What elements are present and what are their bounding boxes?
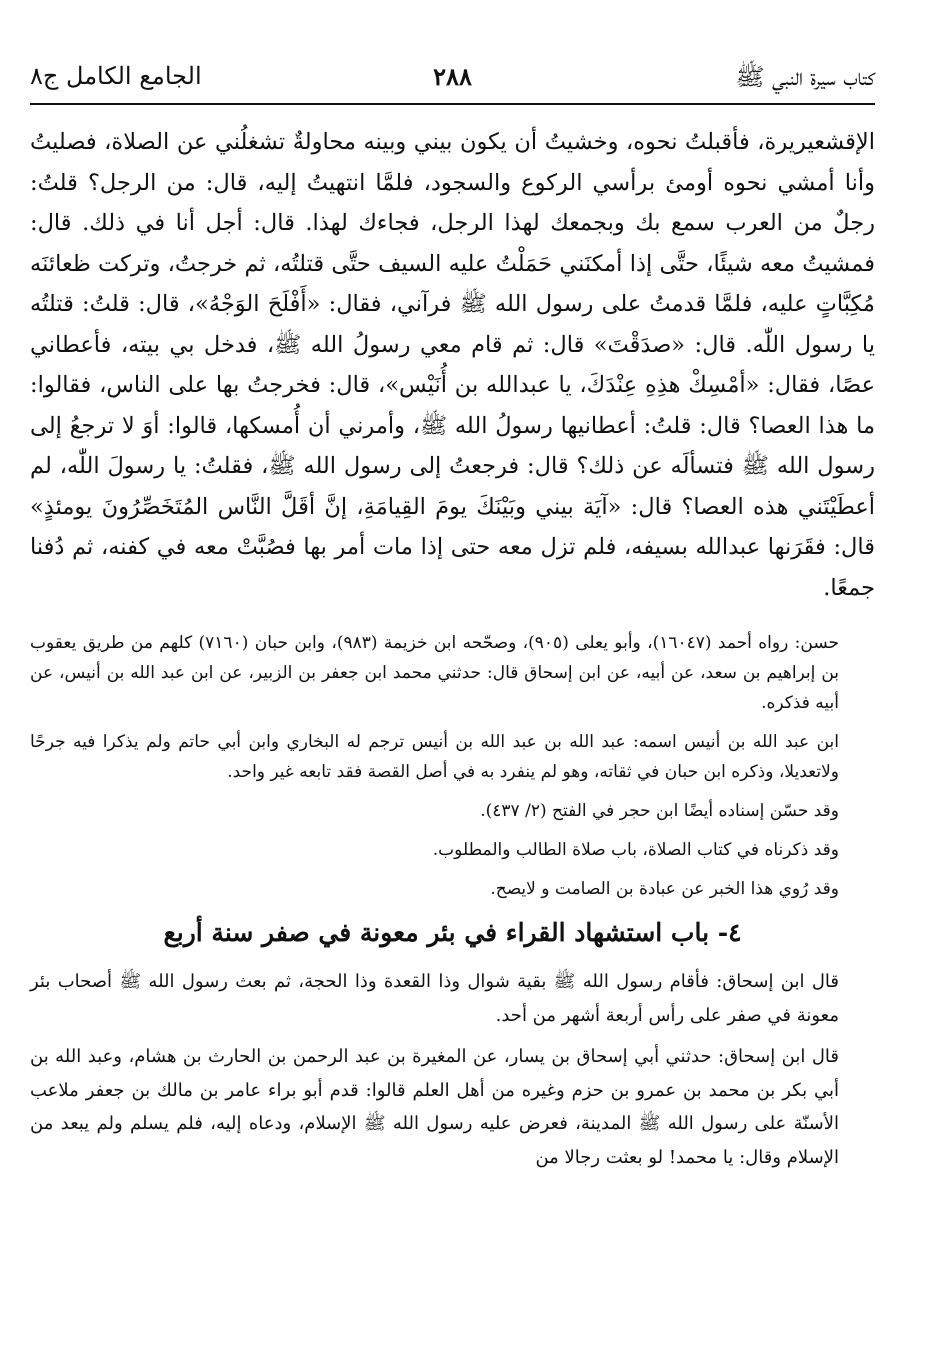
note-narrator: ابن عبد الله بن أنيس اسمه: عبد الله بن عبد الله بن أنيس ترجم له البخاري وابن أبي حاتم ولم يذكرا فيه جرحًا ولاتعديلا، وذكره ابن حبان في ثقاته، وهو لم ينفرد به في أصل القصة فقد تابعه غير واحد. — [30, 732, 839, 782]
section-heading: ٤- باب استشهاد القراء في بئر معونة في صفر سنة أربع — [163, 918, 742, 947]
section-paragraph: قال ابن إسحاق: حدثني أبي إسحاق بن يسار، عن المغيرة بن عبد الرحمن بن الحارث بن هشام، وعبد الله بن أبي بكر بن محمد بن عمرو بن حزم وغيره من أهل العلم قالوا: قدم أبو براء عامر بن مالك بن جعفر ملاعب الأسنّة على رسول الله ﷺ المدينة، فعرض عليه رسول الله ﷺ الإسلام، ودعاه إليه، فلم يسلم ولم يبعد من الإسلام وقال: يا محمد! لو بعثت رجالا من — [30, 1046, 839, 1168]
section-paragraph: قال ابن إسحاق: فأقام رسول الله ﷺ بقية شوال وذا القعدة وذا الحجة، ثم بعث رسول الله ﷺ أصحاب بئر معونة في صفر على رأس أربعة أشهر من أحد. — [30, 971, 839, 1026]
note-ibn-hajar: وقد حسّن إسناده أيضًا ابن حجر في الفتح (٢/ ٤٣٧). — [480, 801, 839, 821]
note-grading: حسن: رواه أحمد (١٦٠٤٧)، وأبو يعلى (٩٠٥)، وصحّحه ابن خزيمة (٩٨٣)، وابن حبان (٧١٦٠) كلهم من طريق يعقوب بن إبراهيم بن سعد، عن أبيه، عن ابن إسحاق قال: حدثني محمد ابن جعفر بن الزبير، عن ابن عبد الله بن أنيس، عن أبيه فذكره. — [30, 633, 840, 713]
book-title: كتاب سيرة النبي ﷺ — [735, 63, 875, 91]
note-cross-reference: وقد ذكرناه في كتاب الصلاة، باب صلاة الطالب والمطلوب. — [432, 840, 839, 860]
hadith-text: الإقشعيريرة، فأقبلتُ نحوه، وخشيتُ أن يكون بيني وبينه محاولةٌ تشغلُني عن الصلاة، فصليتُ وأنا أمشي نحوه أومئ برأسي الركوع والسجود، فلمَّا انتهيتُ إليه، قال: من الرجل؟ قلتُ: رجلٌ من العرب سمع بك وبجمعك لهذا الرجل، فجاءك لهذا. قال: أجل أنا في ذلك. قال: فمشيتُ معه شيئًا، حتَّى إذا أمكنَني حَمَلْتُ عليه السيف حتَّى قتلتُه، ثم خرجتُ، وتركت ظعائنَه مُكِبَّاتٍ عليه، فلمَّا قدمتُ على رسول الله ﷺ فرآني، فقال: «أَفْلَحَ الوَجْهُ»، قال: قلتُ: قتلتُه يا رسول اللّٰه. قال: «صدَقْتَ» قال: ثم قام معي رسولُ الله ﷺ، فدخل بي بيته، فأعطاني عصًا، فقال: «أمْسِكْ هذِهِ عِنْدَكَ، يا عبدالله بن أُنَيْس»، قال: فخرجتُ بها على الناس، فقالوا: ما هذا العصا؟ قال: قلتُ: أعطانيها رسولُ الله ﷺ، وأمرني أن أُمسكها، قالوا: أوَ لا ترجعُ إلى رسول الله ﷺ فتسألَه عن ذلك؟ قال: فرجعتُ إلى رسول الله ﷺ، فقلتُ: يا رسولَ اللّٰه، لم أعطَيْتَني هذه العصا؟ قال: «آيَة بيني وبَيْنَكَ يومَ القِيامَةِ، إنَّ أقَلَّ النَّاس المُتَخَصِّرُونَ يومئذٍ» قال: فقَرَنها عبدالله بسيفه، فلم تزل معه حتى إذا مات أمر بها فصُبَّتْ معه في كفنه، ثم دُفنا جمعًا. — [30, 129, 875, 601]
page-header — [30, 60, 875, 104]
page-number: ٢٨٨ — [433, 62, 472, 91]
footnotes — [30, 628, 875, 904]
page-body — [30, 122, 875, 1182]
volume-title: الجامع الكامل ج٨ — [30, 62, 202, 90]
note-weak-report: وقد رُوي هذا الخبر عن عبادة بن الصامت و لايصح. — [490, 879, 839, 899]
header-rule — [30, 103, 875, 105]
